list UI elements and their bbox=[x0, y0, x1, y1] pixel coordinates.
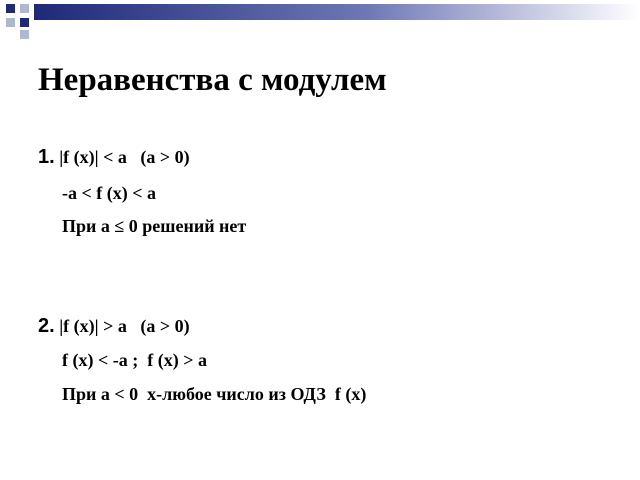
gradient-bar bbox=[34, 4, 640, 20]
section2-header bbox=[38, 315, 190, 338]
section1-number: 1. bbox=[38, 146, 55, 168]
decorative-header-band bbox=[0, 0, 640, 40]
section2-line3: При a < 0 x-любое число из ОДЗ f (x) bbox=[62, 384, 367, 404]
square-dark-2 bbox=[20, 18, 29, 27]
section1-header bbox=[38, 146, 190, 169]
square-dark-1 bbox=[6, 4, 15, 13]
section2-line2: f (x) < -a ; f (x) > a bbox=[62, 350, 207, 370]
section2-formula: |f (x)| > a (a > 0) bbox=[54, 316, 190, 336]
section1-line3: При a ≤ 0 решений нет bbox=[62, 216, 247, 236]
slide-title: Неравенства с модулем bbox=[38, 62, 387, 98]
section1-line2: -a < f (x) < a bbox=[62, 183, 156, 203]
square-gray-1 bbox=[20, 4, 29, 13]
square-gray-2 bbox=[6, 18, 15, 27]
section2-number: 2. bbox=[38, 315, 55, 337]
section1-formula: |f (x)| < a (a > 0) bbox=[54, 147, 190, 167]
square-gray-3 bbox=[20, 30, 29, 39]
